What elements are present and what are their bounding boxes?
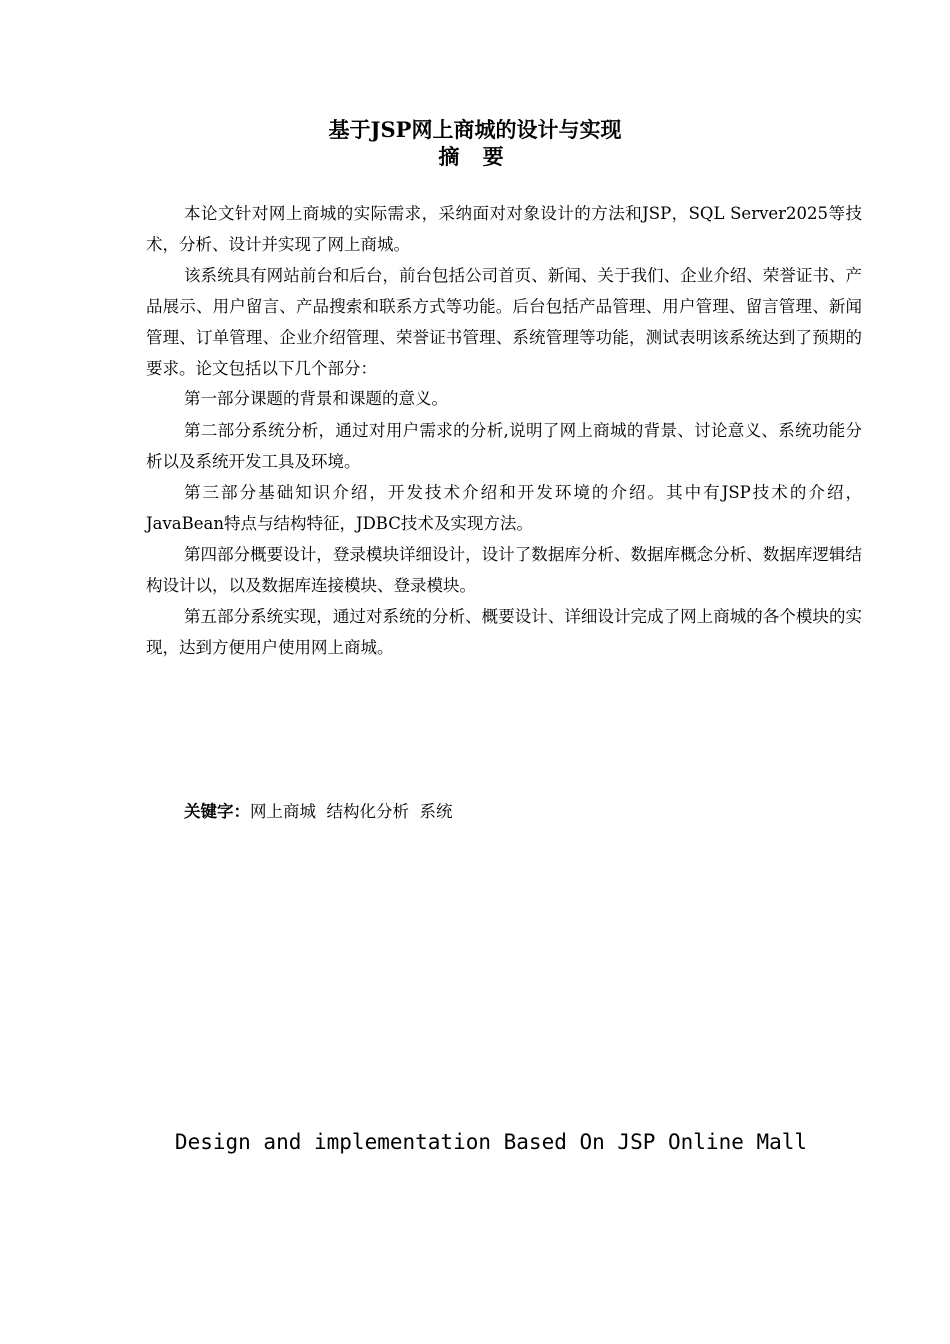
keywords-label: 关键字： bbox=[184, 802, 250, 821]
abstract-paragraph: 第三部分基础知识介绍，开发技术介绍和开发环境的介绍。其中有JSP技术的介绍，JavaBean特点与结构特征，JDBC技术及实现方法。 bbox=[146, 483, 862, 533]
keywords-value: 网上商城 结构化分析 系统 bbox=[250, 802, 453, 821]
abstract-paragraph: 第一部分课题的背景和课题的意义。 bbox=[184, 389, 448, 408]
abstract-paragraph: 本论文针对网上商城的实际需求，采纳面对对象设计的方法和JSP，SQL Server2025等技术，分析、设计并实现了网上商城。 bbox=[146, 204, 862, 254]
abstract-heading: 摘 要 bbox=[438, 144, 512, 169]
abstract-body bbox=[146, 198, 862, 663]
keywords-line bbox=[184, 798, 452, 826]
abstract-paragraph: 第四部分概要设计，登录模块详细设计，设计了数据库分析、数据库概念分析、数据库逻辑结构设计以，以及数据库连接模块、登录模块。 bbox=[146, 545, 862, 595]
english-title: Design and implementation Based On JSP Online Mall bbox=[174, 1130, 808, 1154]
abstract-paragraph: 第二部分系统分析，通过对用户需求的分析,说明了网上商城的背景、讨论意义、系统功能分析以及系统开发工具及环境。 bbox=[146, 421, 862, 471]
abstract-paragraph: 第五部分系统实现，通过对系统的分析、概要设计、详细设计完成了网上商城的各个模块的实现，达到方便用户使用网上商城。 bbox=[146, 607, 862, 657]
abstract-paragraph: 该系统具有网站前台和后台，前台包括公司首页、新闻、关于我们、企业介绍、荣誉证书、产品展示、用户留言、产品搜索和联系方式等功能。后台包括产品管理、用户管理、留言管理、新闻管理、订单管理、企业介绍管理、荣誉证书管理、系统管理等功能，测试表明该系统达到了预期的要求。论文包括以下几个部分： bbox=[146, 266, 862, 378]
paper-title: 基于JSP网上商城的设计与实现 bbox=[328, 117, 622, 142]
